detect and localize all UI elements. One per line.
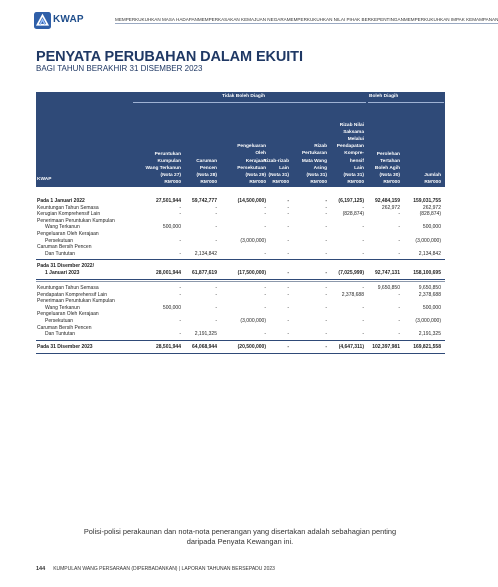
cell-value: - xyxy=(325,285,327,291)
cell-value: - xyxy=(362,331,364,338)
footer-text: KUMPULAN WANG PERSARAAN (DIPERBADANKAN) | LAPORAN TAHUNAN BERSEPADU 2023 xyxy=(53,566,275,572)
row-label: Dan Tuntutan xyxy=(45,250,76,257)
group-divider-not-distributable xyxy=(133,102,366,103)
cell-value: - xyxy=(398,250,400,257)
cell-value: - xyxy=(398,331,400,338)
page-title: PENYATA PERUBAHAN DALAM EKUITI xyxy=(36,49,303,65)
cell-value: - xyxy=(264,211,266,218)
cell-value: - xyxy=(325,304,327,311)
cell-value: 28,001,944 xyxy=(155,270,181,276)
cell-value: (3,000,000) xyxy=(240,237,266,244)
column-header-line: hensif xyxy=(349,158,364,164)
nav-item-sustainability[interactable]: MEMPERKUKUHKAN IMPAK KEMAMPANAN xyxy=(403,17,498,22)
column-header-line: RM'000 xyxy=(249,179,266,185)
cell-value: - xyxy=(264,250,266,257)
cell-value: - xyxy=(325,237,327,244)
cell-value: - xyxy=(325,204,327,211)
total-rule xyxy=(36,259,445,260)
kwap-logo-icon xyxy=(34,12,51,29)
cell-value: 2,378,688 xyxy=(341,291,364,298)
column-header-line: RM'000 xyxy=(424,179,441,185)
cell-value: - xyxy=(325,211,327,218)
row-label: Caruman Bersih Pencen xyxy=(37,324,92,331)
column-header-line: Wang Terkanun xyxy=(145,165,181,171)
cell-value: - xyxy=(362,318,364,324)
cell-value: - xyxy=(287,198,289,204)
column-header-line: Pencen xyxy=(199,165,217,171)
column-header xyxy=(255,158,289,186)
cell-value: 92,747,131 xyxy=(374,270,400,276)
cell-value: - xyxy=(325,198,327,204)
cell-value: - xyxy=(215,318,217,324)
cell-value: - xyxy=(287,204,289,211)
row-label: Wang Terkanun xyxy=(45,224,80,231)
column-header-line: Persekutuan xyxy=(237,165,266,171)
column-header-line: Rizab Nilai xyxy=(339,123,364,129)
logo-text: KWAP xyxy=(53,14,84,25)
footnote xyxy=(0,527,480,547)
cell-value: (6,197,125) xyxy=(338,198,364,204)
column-header xyxy=(409,172,441,186)
column-header-line: Kumpulan xyxy=(157,158,181,164)
row-label: Pada 1 Januari 2022 xyxy=(37,198,85,204)
cell-value: - xyxy=(215,291,217,298)
cell-value: - xyxy=(398,291,400,298)
column-header-line: Rizab-rizab xyxy=(263,158,289,164)
total-rule-bottom xyxy=(36,353,445,354)
cell-value: - xyxy=(362,250,364,257)
section-rule xyxy=(36,281,445,282)
cell-value: - xyxy=(215,237,217,244)
cell-value: (3,000,000) xyxy=(415,318,441,324)
row-label: Dan Tuntutan xyxy=(45,331,76,338)
cell-value: - xyxy=(179,291,181,298)
cell-value: - xyxy=(264,291,266,298)
column-header-line: Asing xyxy=(313,165,327,171)
cell-value: - xyxy=(398,318,400,324)
row-label: Pada 31 Disember 2023 xyxy=(37,343,93,350)
column-header-line: Pendapatan xyxy=(336,144,364,150)
cell-value: - xyxy=(264,331,266,338)
cell-value: (3,000,000) xyxy=(240,318,266,324)
cell-value: - xyxy=(287,211,289,218)
cell-value: - xyxy=(179,211,181,218)
row-label: Pengeluaran Oleh Kerajaan xyxy=(37,231,99,237)
cell-value: 2,191,325 xyxy=(194,331,217,338)
page-number: 144 xyxy=(36,566,46,572)
cell-value: - xyxy=(287,285,289,291)
column-header xyxy=(183,158,217,186)
group-divider-distributable xyxy=(368,102,444,103)
cell-value: 2,378,688 xyxy=(418,291,441,298)
page-footer xyxy=(36,566,275,572)
cell-value: - xyxy=(362,237,364,244)
corner-label: KWAP xyxy=(37,177,52,182)
cell-value: (4,647,311) xyxy=(338,343,364,350)
cell-value: 2,134,842 xyxy=(418,250,441,257)
nav-item-future[interactable]: MEMPERKUKUHKAN MASA HADAPAN xyxy=(115,17,198,22)
cell-value: - xyxy=(179,285,181,291)
cell-value: - xyxy=(264,304,266,311)
column-header-line: Jumlah xyxy=(424,172,441,178)
group-label-not-distributable: Tidak Boleh Diagih xyxy=(222,94,266,99)
cell-value: - xyxy=(287,224,289,231)
cell-value: - xyxy=(179,331,181,338)
column-header xyxy=(133,151,181,186)
cell-value: 500,000 xyxy=(162,224,181,231)
cell-value: 61,877,619 xyxy=(191,270,217,276)
cell-value: - xyxy=(325,343,327,350)
column-header-line: Pertukaran xyxy=(301,151,327,157)
column-header-line: Tertahan xyxy=(380,158,400,164)
row-label: Pengeluaran Oleh Kerajaan xyxy=(37,311,99,318)
cell-value: 28,501,944 xyxy=(155,343,181,350)
cell-value: (20,500,000) xyxy=(237,343,266,350)
column-header-line: RM'000 xyxy=(383,179,400,185)
row-label: 1 Januari 2023 xyxy=(45,270,80,276)
cell-value: - xyxy=(215,304,217,311)
row-label: Penerimaan Peruntukan Kumpulan xyxy=(37,298,115,305)
cell-value: (14,500,000) xyxy=(237,198,266,204)
page-subtitle: BAGI TAHUN BERAKHIR 31 DISEMBER 2023 xyxy=(36,64,203,73)
column-header-line: Oleh xyxy=(255,151,266,157)
column-header-line: Perolehan xyxy=(376,151,400,157)
column-header-line: Caruman xyxy=(196,158,217,164)
cell-value: - xyxy=(325,270,327,276)
cell-value: 9,650,850 xyxy=(377,285,400,291)
cell-value: (828,874) xyxy=(342,211,364,218)
cell-value: 500,000 xyxy=(422,304,441,311)
cell-value: - xyxy=(215,224,217,231)
cell-value: - xyxy=(362,204,364,211)
column-header-line: Lain xyxy=(354,165,364,171)
row-label: Persekutuan xyxy=(45,237,74,244)
cell-value: - xyxy=(325,224,327,231)
footnote-line: Polisi-polisi perakaunan dan nota-nota penerangan yang disertakan adalah sebahagian penting xyxy=(83,527,397,536)
column-header-line: Lain xyxy=(279,165,289,171)
cell-value: - xyxy=(215,285,217,291)
column-header-line: (Nota 31) xyxy=(268,172,289,178)
footnote-line: daripada Penyata Kewangan ini. xyxy=(186,537,294,546)
cell-value: - xyxy=(287,304,289,311)
cell-value: - xyxy=(287,250,289,257)
column-header-line: Rizab xyxy=(314,144,327,150)
cell-value: 9,650,850 xyxy=(418,285,441,291)
column-header-line: (Nota 31) xyxy=(306,172,327,178)
cell-value: - xyxy=(325,331,327,338)
cell-value: 27,501,944 xyxy=(155,198,181,204)
column-header-line: RM'000 xyxy=(272,179,289,185)
cell-value: - xyxy=(179,250,181,257)
column-header-line: Melalui xyxy=(347,137,364,143)
cell-value: - xyxy=(325,318,327,324)
column-header-line: (Nota 27) xyxy=(160,172,181,178)
kwap-logo xyxy=(34,11,114,33)
cell-value: - xyxy=(362,285,364,291)
cell-value: - xyxy=(398,224,400,231)
cell-value: - xyxy=(325,291,327,298)
cell-value: (828,874) xyxy=(419,211,441,218)
cell-value: - xyxy=(215,204,217,211)
row-label: Pada 31 Disember 2022/ xyxy=(37,263,94,270)
column-header-line: (Nota 28) xyxy=(196,172,217,178)
column-header-line: Boleh Agih xyxy=(374,165,400,171)
cell-value: - xyxy=(325,250,327,257)
column-header xyxy=(324,122,364,186)
cell-value: 92,484,159 xyxy=(374,198,400,204)
cell-value: - xyxy=(398,237,400,244)
group-label-distributable: Boleh Diagih xyxy=(369,94,399,99)
column-header xyxy=(291,143,327,186)
cell-value: - xyxy=(287,270,289,276)
cell-value: - xyxy=(179,318,181,324)
cell-value: 159,031,755 xyxy=(413,198,441,204)
cell-value: (3,000,000) xyxy=(415,237,441,244)
nav-item-stakeholders[interactable]: MEMPERKUKUHKAN NILAI PIHAK BERKEPENTINGAN xyxy=(286,17,404,22)
nav-item-nation[interactable]: MEMPERKASAKAN KEMAJUAN NEGARA xyxy=(197,17,287,22)
cell-value: - xyxy=(398,304,400,311)
row-label: Keuntungan Tahun Semasa xyxy=(37,285,99,291)
column-header-line: Saksama xyxy=(343,130,364,136)
column-header-line: (Nota 29) xyxy=(245,172,266,178)
cell-value: - xyxy=(264,224,266,231)
cell-value: 2,191,325 xyxy=(418,331,441,338)
cell-value: 2,134,842 xyxy=(194,250,217,257)
cell-value: 500,000 xyxy=(422,224,441,231)
cell-value: - xyxy=(287,331,289,338)
row-label: Pendapatan Komprehensif Lain xyxy=(37,291,108,298)
column-header-line: Mata Wang xyxy=(301,158,327,164)
total-rule-bottom xyxy=(36,279,445,280)
row-label: Keuntungan Tahun Semasa xyxy=(37,204,99,211)
row-label: Penerimaan Peruntukan Kumpulan xyxy=(37,217,115,224)
column-header-line: (Nota 30) xyxy=(379,172,400,178)
cell-value: - xyxy=(287,318,289,324)
cell-value: - xyxy=(362,224,364,231)
cell-value: 262,972 xyxy=(381,204,400,211)
cell-value: - xyxy=(215,211,217,218)
column-header-line: Peruntukan xyxy=(154,151,181,157)
column-header-line: RM'000 xyxy=(200,179,217,185)
cell-value: - xyxy=(264,204,266,211)
column-header-line: Kerajaan xyxy=(245,158,266,164)
cell-value: (17,500,000) xyxy=(237,270,266,276)
cell-value: 102,397,981 xyxy=(372,343,400,350)
cell-value: - xyxy=(362,304,364,311)
cell-value: - xyxy=(179,204,181,211)
column-header-line: RM'000 xyxy=(164,179,181,185)
top-nav xyxy=(115,17,498,24)
cell-value: - xyxy=(287,291,289,298)
column-header-line: Kompre- xyxy=(344,151,364,157)
row-label: Kerugian Komprehensif Lain xyxy=(37,211,101,218)
column-header-line: Pengeluaran xyxy=(237,144,266,150)
column-header xyxy=(366,151,400,186)
row-label: Wang Terkanun xyxy=(45,304,80,311)
column-header-line: (Nota 31) xyxy=(343,172,364,178)
cell-value: - xyxy=(264,285,266,291)
cell-value: - xyxy=(179,237,181,244)
row-label: Persekutuan xyxy=(45,318,74,324)
cell-value: 500,000 xyxy=(162,304,181,311)
cell-value: - xyxy=(398,211,400,218)
cell-value: 59,742,777 xyxy=(191,198,217,204)
cell-value: (7,025,999) xyxy=(338,270,364,276)
total-rule xyxy=(36,340,445,341)
cell-value: 64,068,944 xyxy=(191,343,217,350)
row-label: Caruman Bersih Pencen xyxy=(37,244,92,251)
column-header-line: RM'000 xyxy=(310,179,327,185)
cell-value: - xyxy=(287,343,289,350)
cell-value: 262,972 xyxy=(422,204,441,211)
cell-value: 158,100,695 xyxy=(413,270,441,276)
column-header-line: RM'000 xyxy=(347,179,364,185)
cell-value: 169,821,558 xyxy=(413,343,441,350)
cell-value: - xyxy=(287,237,289,244)
